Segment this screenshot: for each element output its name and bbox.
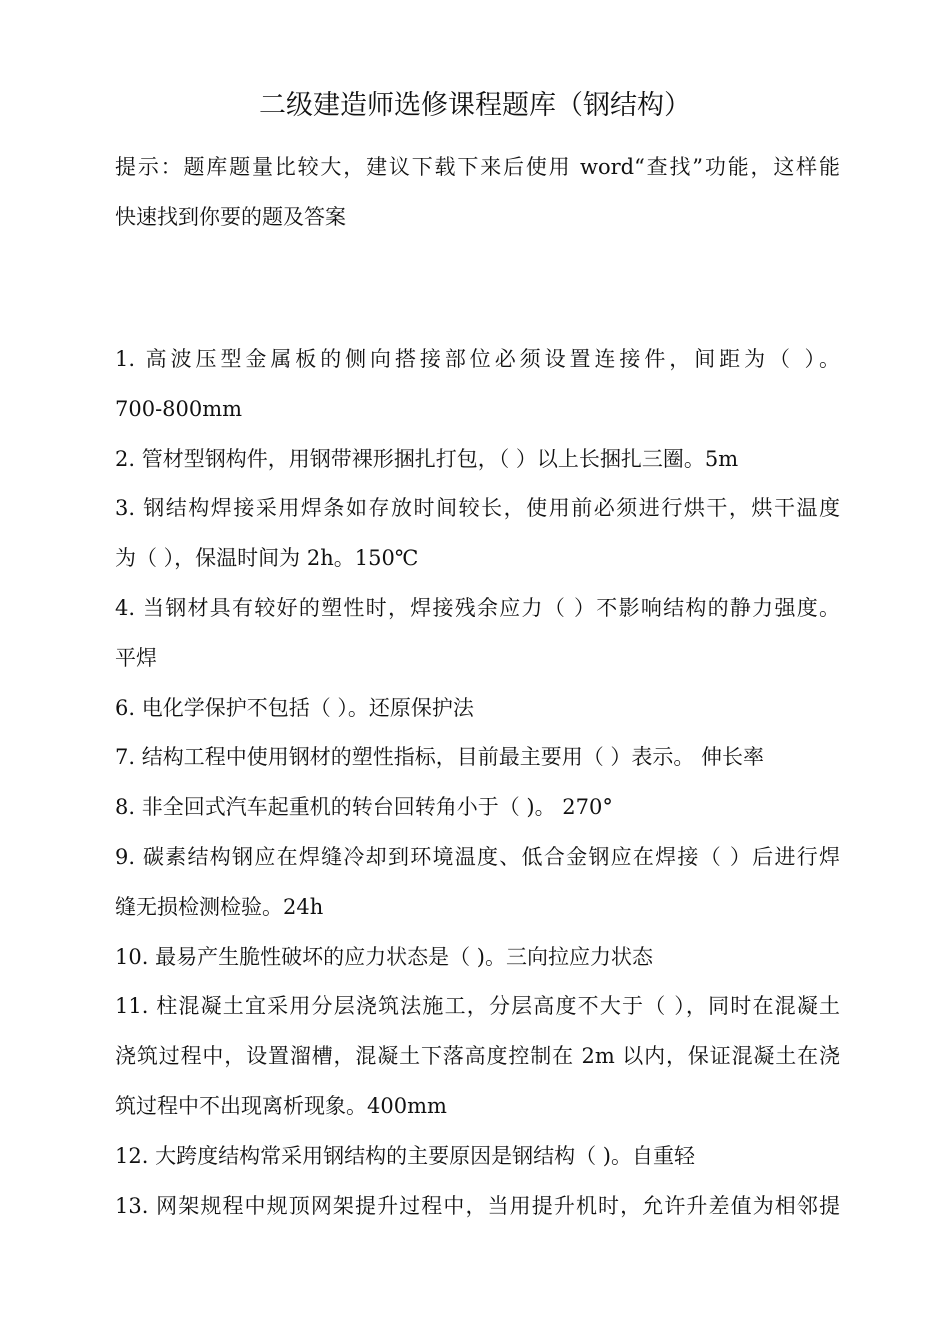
question-line: 2. 管材型钢构件，用钢带裸形捆扎打包，（ ）以上长捆扎三圈。5m	[115, 446, 739, 471]
question-item	[115, 982, 840, 1131]
question-line: 6. 电化学保护不包括（ ）。还原保护法	[115, 695, 474, 720]
question-item	[115, 584, 840, 684]
question-line: 8. 非全回式汽车起重机的转台回转角小于（ )。 270°	[115, 795, 613, 820]
question-item	[115, 435, 840, 485]
question-item	[115, 684, 840, 734]
question-item	[115, 1182, 840, 1232]
question-line: 11. 柱混凝土宜采用分层浇筑法施工，分层高度不大于（ ），同时在混凝土	[115, 994, 840, 1019]
question-line: 筑过程中不出现离析现象。400mm	[115, 1093, 447, 1118]
question-line: 700-800mm	[115, 396, 243, 421]
question-line: 12. 大跨度结构常采用钢结构的主要原因是钢结构（ )。自重轻	[115, 1143, 695, 1168]
question-line: 10. 最易产生脆性破坏的应力状态是（ )。三向拉应力状态	[115, 944, 653, 969]
question-line: 9. 碳素结构钢应在焊缝冷却到环境温度、低合金钢应在焊接（ ）后进行焊	[115, 844, 840, 869]
question-item	[115, 335, 840, 435]
question-line: 为（ ），保温时间为 2h。150℃	[115, 546, 419, 571]
question-item	[115, 783, 840, 833]
document-title: 二级建造师选修课程题库（钢结构）	[259, 90, 691, 121]
tip-paragraph	[115, 142, 840, 242]
question-line: 缝无损检测检验。24h	[115, 894, 324, 919]
question-line: 4. 当钢材具有较好的塑性时，焊接残余应力（ ）不影响结构的静力强度。	[115, 595, 840, 620]
question-item	[115, 933, 840, 983]
question-list	[115, 335, 840, 1231]
question-line: 1. 高波压型金属板的侧向搭接部位必须设置连接件，间距为（ ）。	[115, 347, 840, 371]
question-line: 浇筑过程中，设置溜槽，混凝土下落高度控制在 2m 以内，保证混凝土在浇	[115, 1044, 840, 1069]
tip-line: 提示：题库题量比较大，建议下载下来后使用 word“查找”功能，这样能	[115, 155, 840, 179]
tip-line: 快速找到你要的题及答案	[115, 205, 346, 229]
question-line: 3. 钢结构焊接采用焊条如存放时间较长，使用前必须进行烘干，烘干温度	[115, 496, 840, 521]
question-line: 7. 结构工程中使用钢材的塑性指标，目前最主要用（ ）表示。 伸长率	[115, 745, 765, 770]
question-item	[115, 733, 840, 783]
question-item	[115, 484, 840, 584]
question-line: 13. 网架规程中规顶网架提升过程中，当用提升机时，允许升差值为相邻提	[115, 1193, 840, 1218]
question-item	[115, 833, 840, 933]
question-line: 平焊	[115, 645, 157, 670]
question-item	[115, 1132, 840, 1182]
